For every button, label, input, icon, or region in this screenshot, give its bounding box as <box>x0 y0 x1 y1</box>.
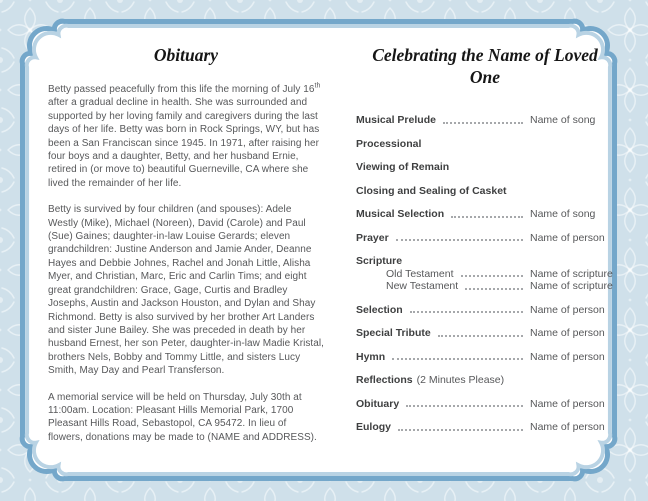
program-sub-row-old-testament <box>356 268 614 281</box>
obituary-paragraph-2: Betty is survived by four children (and spouses): Adele Westly (Mike), Michael (Noreen), David (Carole) and Paul (Sue) Gaines; daughter-in-law Louise Gerards; eleven grandchildren: Justine Anderson and Jamie Ander, Deanne Hayes and Debbie Johnes, Rachel and Jonah Little, Alisha Myer, and Christian, Marc, Eric and Carlin Tims; and eight great grandchildren: Grace, Gage, Curtis and Bradley Josephs, Austin and Jackson Houston, and Dylan and Shay Richmond. Betty is also survived by her brother Art Landers and sister June Bailey. She was preceded in death by her husband Ernest, her son Peter, daughter-in-law Madie Kristal, brothers Nels, Bobby and Tommy Little, and sisters Lucy Smith, May Day and Pearl Transferson. <box>48 204 324 377</box>
program-item-value: Name of song <box>530 208 596 220</box>
obituary-title: Obituary <box>153 45 219 65</box>
order-of-service-column <box>356 44 614 445</box>
program-row-processional <box>356 138 614 151</box>
program-item-value: Name of song <box>530 114 596 126</box>
program-item-label: Musical Prelude <box>356 114 436 126</box>
program-row-scripture <box>356 255 614 268</box>
program-row-eulogy <box>356 421 614 434</box>
program-item-label: Selection <box>356 303 403 316</box>
program-row-special-tribute <box>356 327 614 340</box>
program-row-viewing <box>356 161 614 174</box>
obituary-paragraph-3: A memorial service will be held on Thursday, July 30th at 11:00am. Location: Pleasant Hills Memorial Park, 1700 Pleasant Hills Road, Sebastopol, CA 95472. In lieu of flowers, donations may be made to (NAME and ADDRESS). <box>48 391 317 443</box>
program-item-value: Name of person <box>530 303 605 316</box>
program-subitem-value: Name of scripture <box>530 280 613 292</box>
dot-leader <box>465 288 523 290</box>
reflections-note: (2 Minutes Please) <box>416 374 505 386</box>
program-item-label: Hymn <box>356 350 386 363</box>
program-item-label: Closing and Sealing of Casket <box>356 184 507 197</box>
dot-leader <box>451 216 523 218</box>
program-item-label: Viewing of Remain <box>356 161 450 173</box>
program-row-obituary <box>356 398 614 411</box>
dot-leader <box>438 335 523 337</box>
dot-leader <box>396 239 523 241</box>
program-item-label: Prayer <box>356 231 389 244</box>
program-item-value: Name of person <box>530 231 605 244</box>
program-row-closing-casket <box>356 185 614 198</box>
dot-leader <box>410 311 523 313</box>
obituary-paragraph-1-text: Betty passed peacefully from this life the morning of July 16 <box>48 84 315 95</box>
obituary-paragraph-1-rest: after a gradual decline in health. She was surrounded and supported by her loving family and caregivers during the last days of her life. Betty was born in Rock Springs, WY, but has been a San Franciscan since 1945. In 1971, after raising her four boys and a daughter, Betty, and her husband Ernie, retired in (or move to) beautiful Guerneville, CA where she lived the remainder of her life. <box>48 97 320 189</box>
program-item-label: Eulogy <box>356 421 392 433</box>
program-item-value: Name of person <box>530 421 605 433</box>
program-subitem-label: New Testament <box>386 280 459 292</box>
program-item-label: Reflections <box>356 374 413 386</box>
program-item-value: Name of person <box>530 350 605 363</box>
program-row-reflections <box>356 374 614 387</box>
program-subitem-value: Name of scripture <box>530 267 613 280</box>
dot-leader <box>398 429 523 431</box>
obituary-paragraph-1 <box>48 83 324 190</box>
program-sub-row-new-testament <box>356 280 614 293</box>
program-item-value: Name of person <box>530 397 605 410</box>
dot-leader <box>406 405 523 407</box>
program-item-value: Name of person <box>530 327 605 339</box>
program-item-label: Musical Selection <box>356 208 445 220</box>
program-row-prayer <box>356 232 614 245</box>
program-item-label: Special Tribute <box>356 327 431 339</box>
program-row-hymn <box>356 351 614 364</box>
dot-leader <box>443 122 523 124</box>
dot-leader <box>461 275 523 277</box>
program-row-musical-selection <box>356 208 614 221</box>
program-item-label: Obituary <box>356 397 400 410</box>
obituary-column <box>48 44 324 457</box>
program-title: Celebrating the Name of Loved One <box>372 45 598 87</box>
ordinal-superscript: th <box>314 82 321 90</box>
dot-leader <box>392 358 523 360</box>
program-item-label: Scripture <box>356 255 403 267</box>
program-item-label: Processional <box>356 137 422 150</box>
program-row-selection <box>356 304 614 317</box>
program-row-musical-prelude <box>356 114 614 127</box>
program-subitem-label: Old Testament <box>386 267 454 280</box>
